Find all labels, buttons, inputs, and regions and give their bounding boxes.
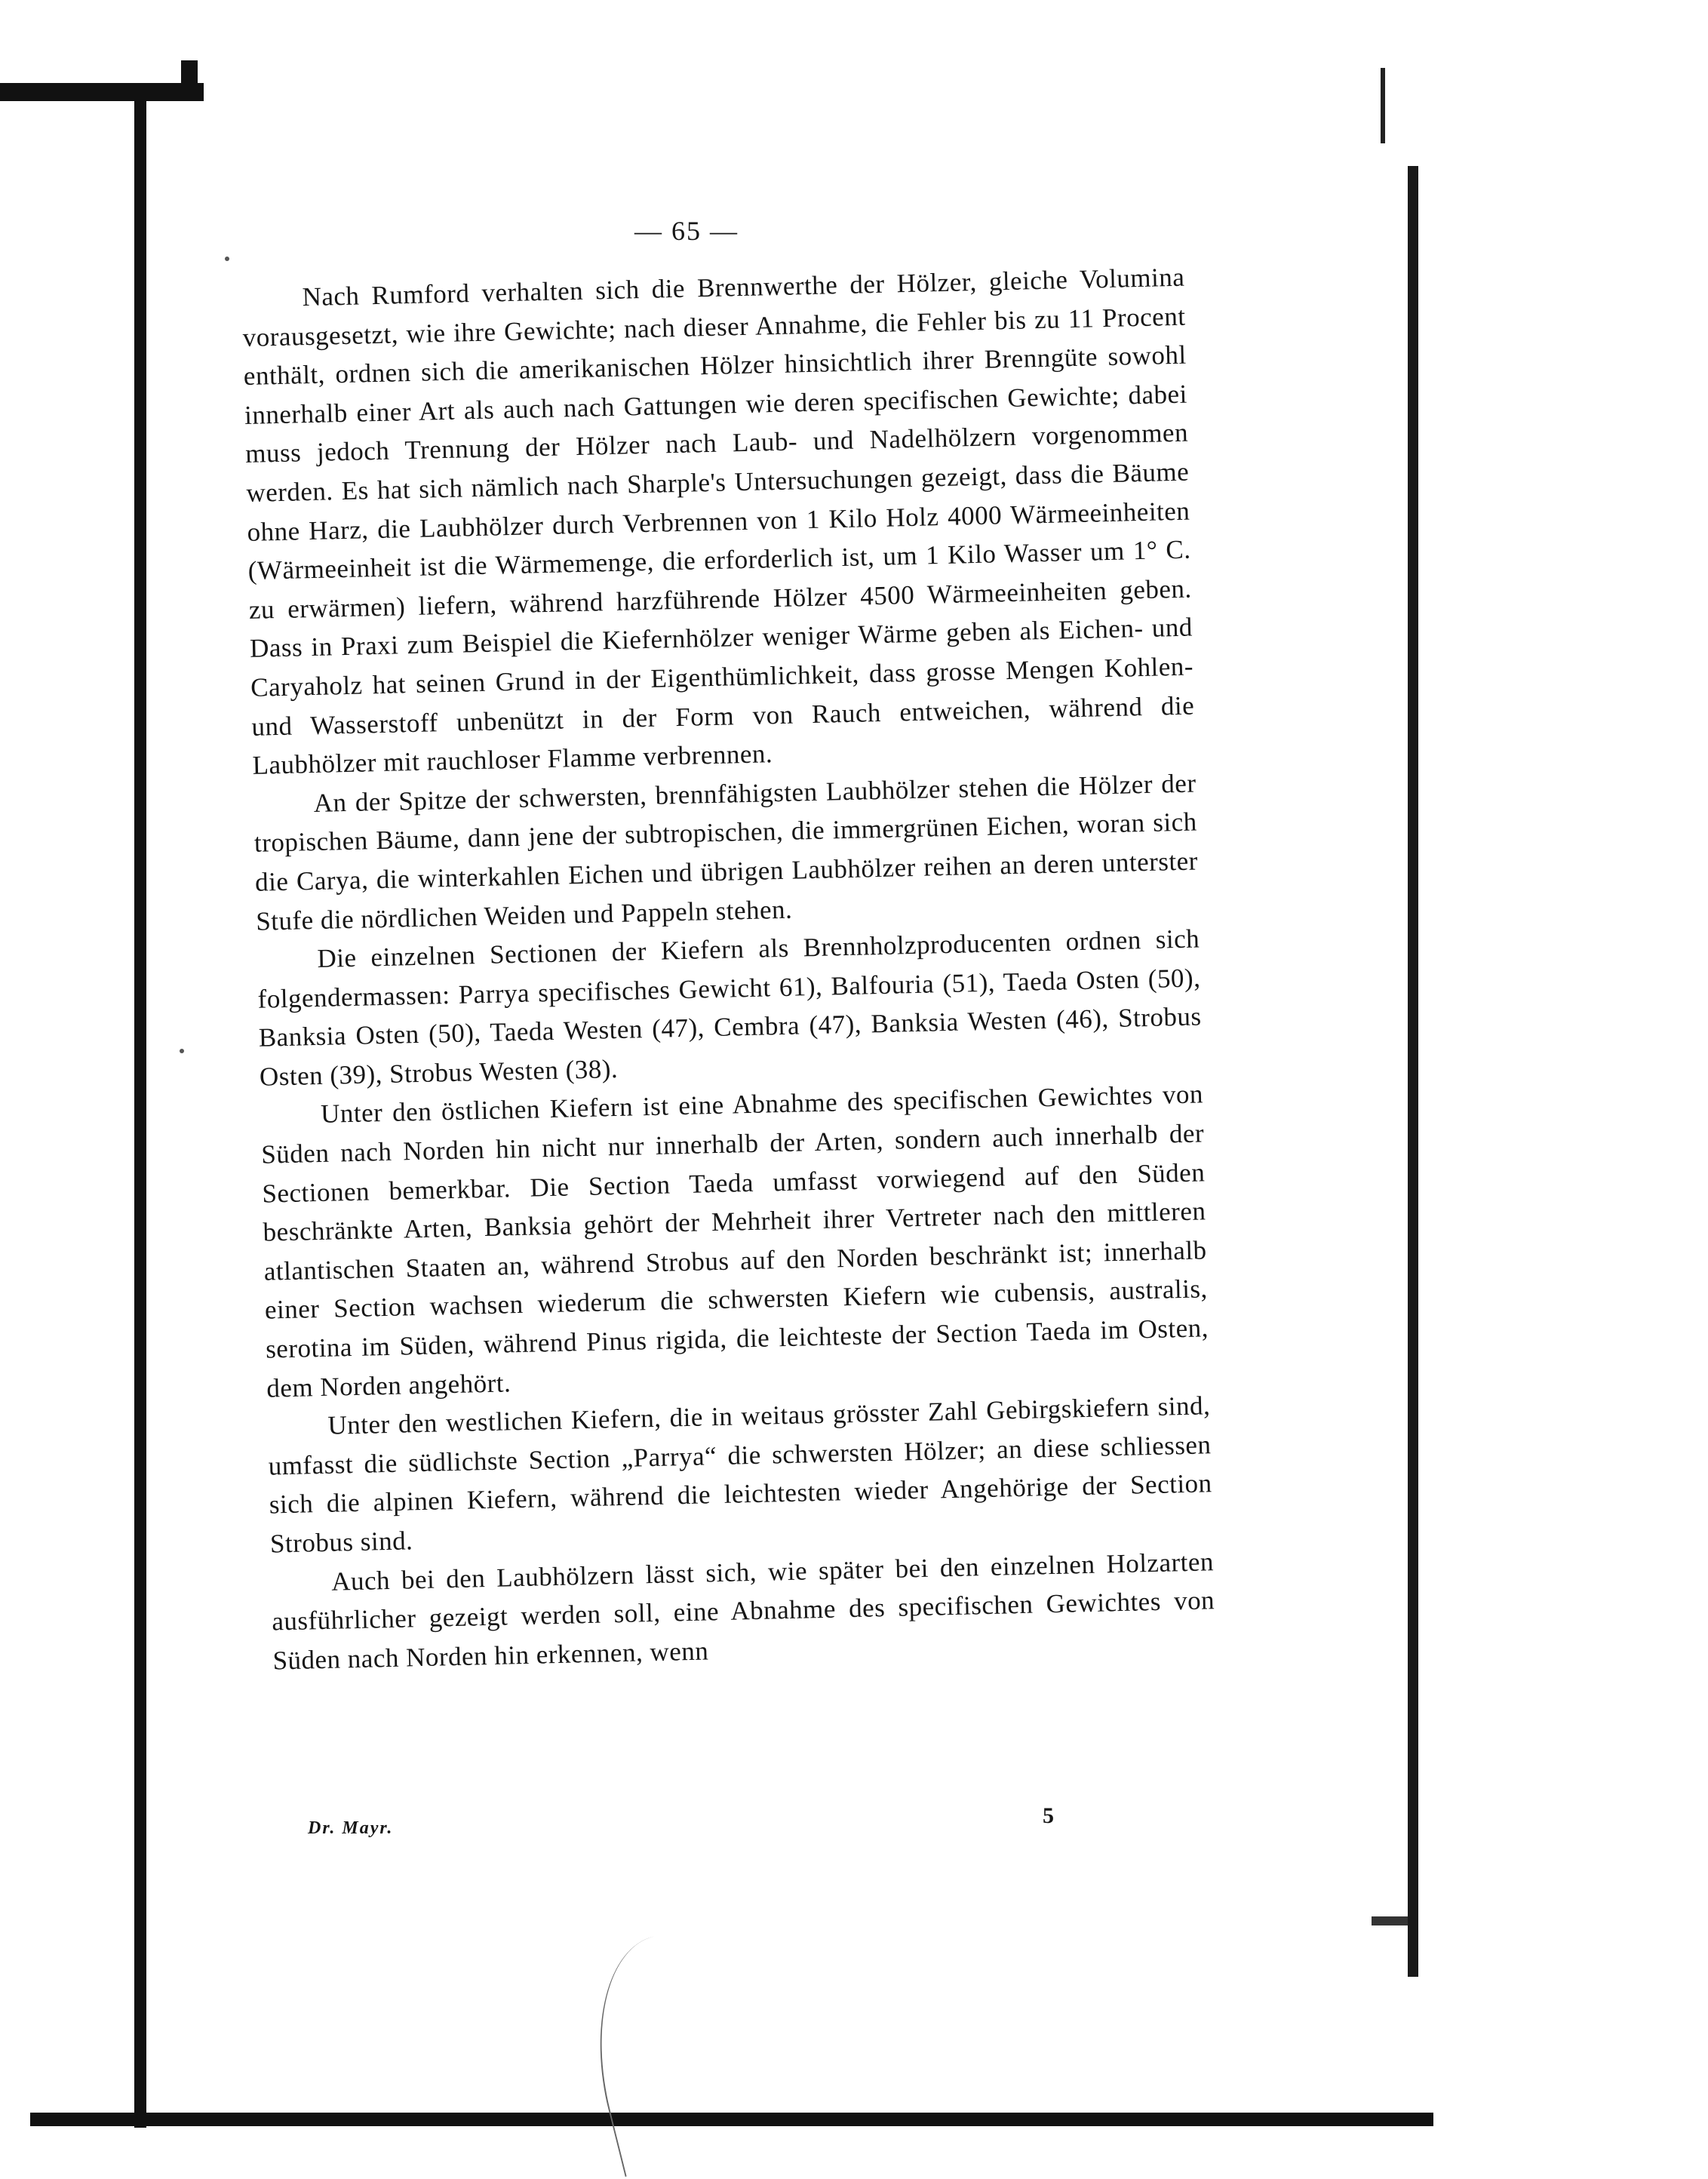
page-number: — 65 —	[634, 216, 739, 246]
page-edge-right	[1408, 166, 1418, 1977]
paragraph: Die einzelnen Sectionen der Kiefern als Brennholzproducenten ordnen sich folgendermassen: Parrya specifisches Gewicht 61), Balfouria (51), Taeda Osten (50), Banksia Osten (50), Taeda Westen (47), Cembra (47), Banksia Westen (46), Strobus Osten (39), Strobus Westen (38).	[257, 924, 1202, 1092]
scan-speck	[225, 257, 229, 261]
paragraph: Nach Rumford verhalten sich die Brennwerthe der Hölzer, gleiche Volumina vorausgesetzt, wie ihre Gewichte; nach dieser Annahme, die Fehler bis zu 11 Procent enthält, ordnen sich die amerikanischen Hölzer hinsichtlich ihrer Brenngüte sowohl innerhalb einer Art als auch nach Gattungen wie deren specifischen Gewichte; dabei muss jedoch Trennung der Hölzer nach Laub- und Nadelhölzern vorgenommen werden. Es hat sich nämlich nach Sharple's Untersuchungen gezeigt, dass die Bäume ohne Harz, die Laubhölzer durch Verbrennen von 1 Kilo Holz 4000 Wärmeeinheiten (Wärmeeinheit ist die Wärmemenge, die erforderlich ist, um 1 Kilo Wasser um 1° C. zu erwärmen) liefern, während harzführende Hölzer 4500 Wärmeeinheiten geben. Dass in Praxi zum Beispiel die Kiefernhölzer weniger Wärme geben als Eichen- und Caryaholz hat seinen Grund in der Eigenthümlichkeit, dass grosse Mengen Kohlen- und Wasserstoff unbenützt in der Form von Rauch entweichen, während die Laubhölzer mit rauchloser Flamme verbrennen.	[242, 262, 1195, 780]
body-text	[241, 258, 1216, 1680]
page-edge-marks	[1381, 68, 1385, 143]
paragraph: Auch bei den Laubhölzern lässt sich, wie später bei den einzelnen Holzarten ausführlicher gezeigt werden soll, eine Abnahme des specifischen Gewichtes von Süden nach Norden hin erkennen, wenn	[271, 1546, 1215, 1676]
paragraph: An der Spitze der schwersten, brennfähigsten Laubhölzer stehen die Hölzer der tropischen Bäume, dann jene der subtropischen, die immergrünen Eichen, woran sich die Carya, die winterkahlen Eichen und übrigen Laubhölzer reihen an deren unterster Stufe die nördlichen Weiden und Pappeln stehen.	[253, 768, 1199, 936]
paragraph: Unter den östlichen Kiefern ist eine Abnahme des specifischen Gewichtes von Süden nach Norden hin nicht nur innerhalb der Arten, sondern auch innerhalb der Sectionen bemerkbar. Die Section Taeda umfasst vorwiegend auf den Süden beschränkte Arten, Banksia gehört der Mehrheit ihrer Vertreter nach den mittleren atlantischen Staaten an, während Strobus auf den Norden beschränkt ist; innerhalb einer Section wachsen wiederum die schwersten Kiefern wie cubensis, australis, serotina im Süden, während Pinus rigida, die leichteste der Section Taeda im Osten, dem Norden angehört.	[260, 1079, 1209, 1403]
paragraph: Unter den westlichen Kiefern, die in weitaus grösster Zahl Gebirgskiefern sind, umfasst die südlichste Section „Parrya“ die schwersten Hölzer; an diese schliessen sich die alpinen Kiefern, während die leichtesten wieder Angehörige der Section Strobus sind.	[268, 1391, 1212, 1559]
paper-fold-line	[570, 1928, 744, 2177]
sheet-number: 5	[1043, 1803, 1054, 1828]
scan-speck	[180, 1049, 184, 1053]
binding-tab	[181, 60, 198, 94]
binding-bar-left	[134, 91, 146, 2128]
binding-bar-top	[0, 83, 204, 101]
printer-signature: Dr. Mayr.	[308, 1818, 394, 1838]
page-edge-corner	[1372, 1916, 1408, 1925]
